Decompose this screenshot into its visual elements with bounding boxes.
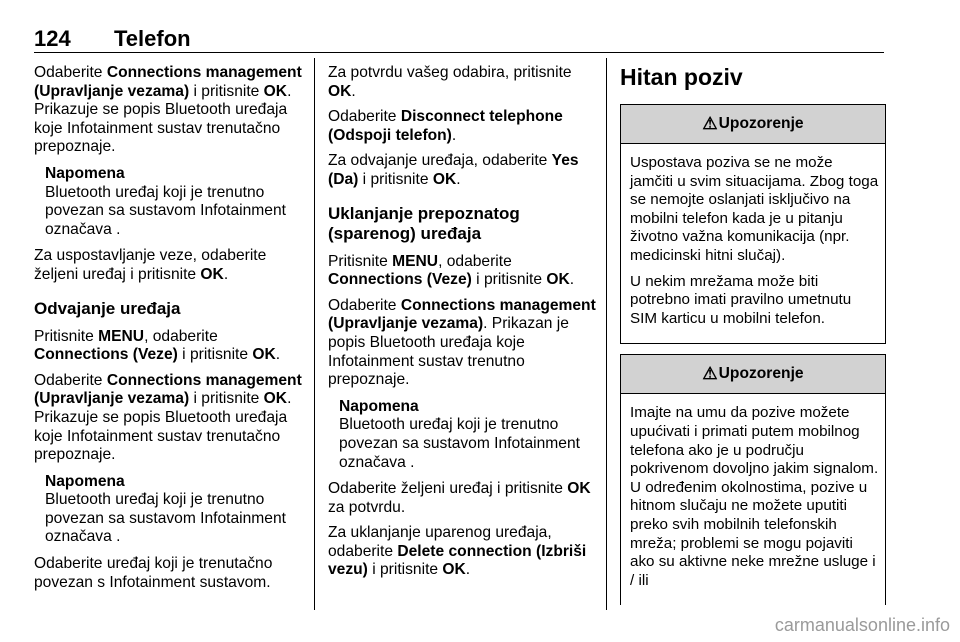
- warning-title: Upozorenje: [718, 365, 804, 383]
- note-title: Napomena: [45, 472, 125, 490]
- column-divider: [606, 58, 607, 610]
- note-title: Napomena: [339, 397, 419, 415]
- warning-body: [621, 144, 885, 343]
- paragraph: Za uklanjanje uparenog uređaja, odaberite Delete connection (Izbriši vezu) i pritisnite OK.: [328, 524, 587, 579]
- warning-header: [621, 105, 885, 144]
- warning-header: [621, 355, 885, 394]
- paragraph: Za potvrdu vašeg odabira, pritisnite OK.: [328, 64, 572, 100]
- paragraph: Odaberite Connections management (Upravljanje vezama) i pritisnite OK. Prikazuje se popis Bluetooth uređaja koje Infotainment sustav trenutačno prepoznaje.: [34, 64, 302, 156]
- warning-text: Uspostava poziva se ne može jamčiti u svim situacijama. Zbog toga se nemojte oslanjati isključivo na mobilni telefon kada je u pitanju životno važna komunikacija (npr. medicinski hitni slučaj).: [630, 154, 879, 264]
- paragraph: Odaberite uređaj koji je trenutačno povezan s Infotainment sustavom.: [34, 555, 273, 591]
- paragraph: Odaberite željeni uređaj i pritisnite OK za potvrdu.: [328, 480, 591, 516]
- warning-icon: ⚠: [702, 364, 718, 384]
- paragraph: Odaberite Connections management (Upravljanje vezama). Prikazan je popis Bluetooth uređaja koje Infotainment sustav trenutno prepoznaje.: [328, 296, 596, 389]
- column-left: [34, 64, 302, 599]
- note: [34, 473, 302, 547]
- warning-text: U nekim mrežama može biti potrebno imati pravilno umetnutu SIM karticu u mobilni telefon.: [630, 272, 852, 327]
- warning-text: Imajte na umu da pozive možete upućivati i primati putem mobilnog telefona ako je u području pokrivenom dovoljno jakim signalom. U određenim okolnostima, pozive u hitnom slučaju ne možete uputiti preko svih mobilnih telefonskih mreža; problemi se mogu pojaviti ako su aktivne neke mrežne usluge i / ili: [630, 404, 879, 589]
- note: [34, 165, 302, 239]
- page-number: 124: [34, 26, 71, 51]
- column-right: [620, 64, 886, 615]
- warning-body: [621, 394, 885, 605]
- note: [328, 398, 596, 472]
- paragraph: Odaberite Disconnect telephone (Odspoji telefon).: [328, 108, 563, 144]
- paragraph: Pritisnite MENU, odaberite Connections (Veze) i pritisnite OK.: [328, 252, 575, 289]
- page-header: [34, 26, 884, 53]
- warning-box: [620, 104, 886, 344]
- note-text: Bluetooth uređaj koji je trenutno povezan sa sustavom Infotainment označava .: [339, 416, 580, 471]
- warning-box: [620, 354, 886, 605]
- warning-title: Upozorenje: [718, 114, 804, 132]
- note-title: Napomena: [45, 164, 125, 182]
- column-middle: [328, 64, 596, 587]
- note-text: Bluetooth uređaj koji je trenutno povezan sa sustavom Infotainment označava .: [45, 491, 286, 546]
- paragraph: Za odvajanje uređaja, odaberite Yes (Da) i pritisnite OK.: [328, 152, 579, 188]
- watermark: carmanualsonline.info: [774, 615, 950, 635]
- page-title: Telefon: [114, 26, 191, 51]
- warning-icon: ⚠: [702, 113, 718, 133]
- paragraph: Pritisnite MENU, odaberite Connections (Veze) i pritisnite OK.: [34, 327, 281, 364]
- note-text: Bluetooth uređaj koji je trenutno povezan sa sustavom Infotainment označava .: [45, 183, 286, 238]
- paragraph: Odaberite Connections management (Upravljanje vezama) i pritisnite OK. Prikazuje se popis Bluetooth uređaja koje Infotainment sustav trenutačno prepoznaje.: [34, 371, 302, 464]
- column-divider: [314, 58, 315, 610]
- paragraph: Za uspostavljanje veze, odaberite željeni uređaj i pritisnite OK.: [34, 247, 267, 283]
- section-heading: Uklanjanje prepoznatog (sparenog) uređaja: [328, 203, 520, 243]
- section-title: Hitan poziv: [620, 64, 743, 90]
- section-heading: Odvajanje uređaja: [34, 298, 181, 318]
